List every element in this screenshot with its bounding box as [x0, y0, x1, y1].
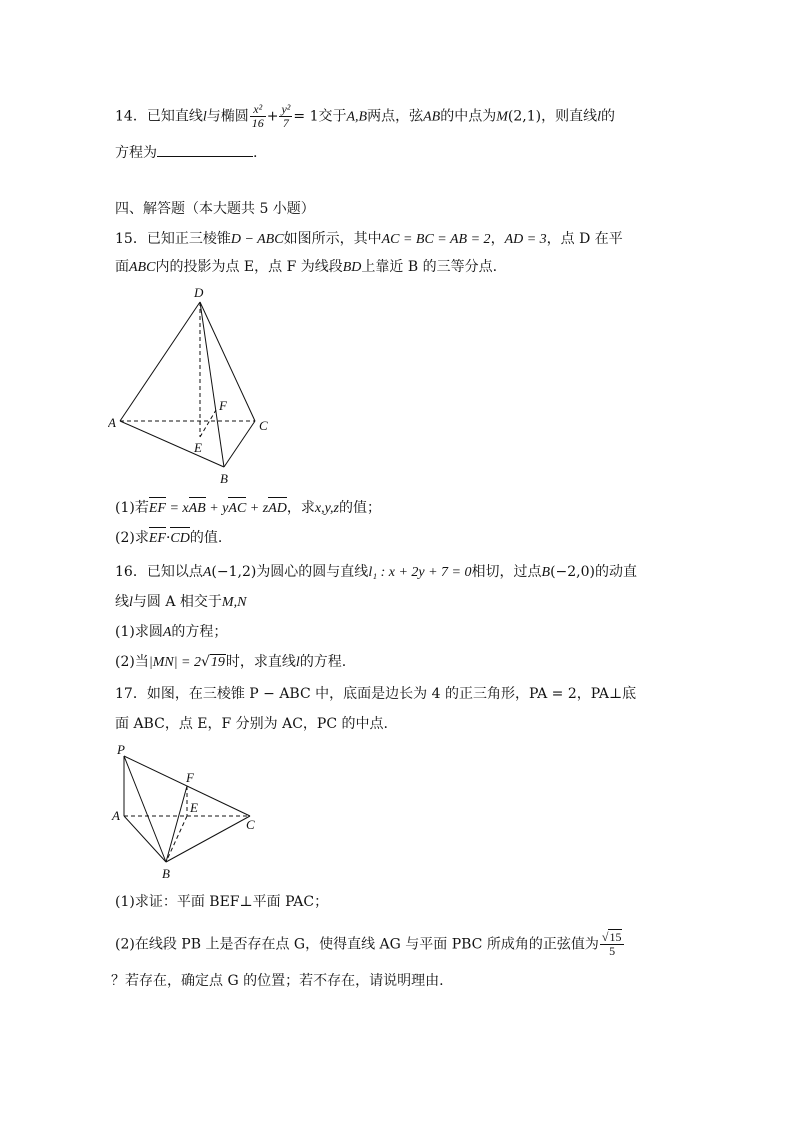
- q14-text: 方程为: [115, 145, 157, 161]
- label-f: F: [186, 770, 194, 785]
- q15-number: 15．: [115, 231, 147, 247]
- q15-text: (1)若: [115, 500, 149, 516]
- q15-text: 的值；: [338, 500, 381, 516]
- q16-line2: [115, 591, 246, 614]
- vector-cd: CD: [170, 528, 189, 550]
- q15-text: 面: [115, 259, 129, 275]
- vector-ef: EF: [149, 498, 166, 520]
- q15-part1: [115, 497, 381, 520]
- label-c: C: [246, 817, 255, 832]
- q16-line-eq: l₁ : x + 2y + 7 = 0: [368, 565, 472, 580]
- answer-blank[interactable]: [157, 142, 253, 157]
- q17-figure: [108, 742, 268, 882]
- q14-text: 的中点为: [440, 108, 497, 125]
- q16-part2: [115, 651, 346, 674]
- edge-db: [200, 302, 224, 467]
- q16-mn-abs: |MN| = 2: [148, 655, 201, 670]
- q14-plus: +: [266, 108, 279, 125]
- q15-abc: ABC: [129, 260, 156, 275]
- q16-text: 线: [115, 594, 129, 610]
- q15-text: ，点 D 在平: [546, 231, 623, 247]
- q15-dabc: D − ABC: [230, 232, 284, 247]
- q17-line2: 面 ABC，点 E，F 分别为 AC，PC 的中点.: [115, 716, 388, 732]
- q14-var-l2: l: [597, 109, 601, 125]
- edge-cb: [224, 421, 255, 467]
- q14-fraction-x: $\frac{\text{x²}}{16}$: [251, 102, 264, 130]
- label-f: F: [219, 398, 227, 413]
- label-b: B: [162, 866, 170, 881]
- q14-var-l: l: [202, 109, 207, 125]
- q17-line1: 17．如图，在三棱锥 P − ABC 中，底面是边长为 4 的正三角形，PA = 2，PA⊥底: [115, 686, 637, 702]
- vector-ab: AB: [189, 498, 206, 520]
- vector-ac: AC: [228, 498, 246, 520]
- edge-ab: [124, 816, 166, 862]
- q16-text: 为圆心的圆与直线: [256, 564, 369, 580]
- q15-eqs: AC = BC = AB = 2: [381, 232, 491, 247]
- q16-acoord: (−1,2): [211, 564, 257, 580]
- q14-text: 的: [600, 108, 615, 125]
- q16-var-b: B: [541, 565, 551, 580]
- q16-var-a: A: [202, 565, 212, 580]
- q17-den: 5: [609, 944, 616, 958]
- vector-ad: AD: [268, 498, 287, 520]
- edge-da: [120, 302, 200, 421]
- edge-pb: [124, 756, 166, 862]
- q16-line1: [115, 561, 637, 584]
- q14-text: 交于: [318, 108, 347, 125]
- edge-ab: [120, 421, 224, 467]
- q14-var-ab: A,B: [346, 109, 368, 125]
- q17-part2: [115, 931, 625, 958]
- q16-part1: [115, 621, 227, 644]
- q17-part2-line2: ？若存在，确定点 G 的位置；若不存在，请说明理由.: [111, 973, 444, 989]
- q16-text: 的方程.: [299, 654, 347, 670]
- q15-eq: + y: [205, 501, 229, 516]
- q16-text: 已知以点: [146, 564, 203, 580]
- q15-comma: ，: [490, 231, 505, 247]
- q14-number: 14．: [115, 108, 147, 125]
- q14-text: ，则直线: [541, 108, 598, 125]
- q15-text: 如图所示，其中: [283, 231, 382, 247]
- q15-eq: = x: [165, 501, 189, 516]
- segment-ef-hidden: [200, 410, 216, 437]
- q14-var-ab2: AB: [423, 109, 441, 125]
- label-b: B: [220, 471, 228, 486]
- vector-ef: EF: [149, 528, 166, 550]
- q16-text: (2)当: [115, 654, 149, 670]
- edge-cb: [166, 816, 250, 862]
- label-p: P: [117, 742, 125, 757]
- q15-eq: + z: [246, 501, 269, 516]
- label-a: A: [108, 415, 116, 430]
- q16-text: 时，求直线: [225, 654, 296, 670]
- q16-text: 的动直: [595, 564, 637, 580]
- q15-line1: [115, 228, 623, 251]
- q14-text: 已知直线: [146, 108, 203, 125]
- q16-var-a: A: [162, 625, 172, 640]
- q16-number: 16．: [115, 564, 147, 580]
- q16-var-l: l: [129, 595, 133, 610]
- q17-part1: (1)求证：平面 BEF⊥平面 PAC；: [115, 894, 329, 910]
- q14-text: 与椭圆: [206, 108, 249, 125]
- q14-period: .: [253, 145, 258, 161]
- q16-sqrt19: 19: [210, 655, 225, 670]
- q15-text: 的值.: [189, 530, 223, 546]
- q14-line1: [115, 103, 615, 130]
- q15-xyz: x,y,z: [314, 501, 339, 516]
- q16-var-l: l: [295, 655, 300, 670]
- q14-eq: = 1: [293, 108, 319, 125]
- label-a: A: [112, 808, 120, 823]
- section-heading: 四、解答题（本大题共 5 小题）: [115, 201, 315, 217]
- q15-line2: [115, 256, 497, 279]
- q15-text: ，求: [286, 500, 315, 516]
- dot-operator: ·: [165, 530, 171, 546]
- q16-bcoord: (−2,0): [550, 564, 595, 580]
- label-e: E: [194, 440, 202, 455]
- q14-mcoord: (2,1): [507, 108, 542, 125]
- sqrt-symbol: √: [201, 654, 210, 670]
- q15-figure: [108, 282, 278, 487]
- q15-text: 上靠近 B 的三等分点.: [361, 259, 498, 275]
- q17-text: (2)在线段 PB 上是否存在点 G，使得直线 AG 与平面 PBC 所成角的正弦值为: [115, 936, 599, 953]
- q14-var-m: M: [496, 109, 508, 125]
- q16-text: 与圆 A 相交于: [132, 594, 222, 610]
- label-d: D: [194, 285, 204, 300]
- q17-fraction: $\frac{√15}{5}$: [600, 931, 625, 958]
- q15-part2: [115, 527, 222, 550]
- q14-text: 两点，弦: [367, 108, 424, 125]
- q15-bd: BD: [342, 260, 362, 275]
- q15-text: 已知正三棱锥: [146, 231, 231, 247]
- q15-text: 内的投影为点 E，点 F 为线段: [155, 259, 343, 275]
- q15-ad: AD = 3: [504, 232, 547, 247]
- q15-text: (2)求: [115, 530, 149, 546]
- q14-fraction-y: $\frac{\text{y²}}{7}$: [281, 102, 291, 130]
- q16-text: (1)求圆: [115, 624, 163, 640]
- q16-text: 的方程；: [171, 624, 228, 640]
- q16-text: 相切，过点: [471, 564, 542, 580]
- q16-mn: M,N: [221, 595, 247, 610]
- label-e: E: [190, 800, 198, 815]
- q17-sqrt15: 15: [609, 930, 622, 944]
- label-c: C: [259, 418, 268, 433]
- q14-line2: [115, 142, 257, 164]
